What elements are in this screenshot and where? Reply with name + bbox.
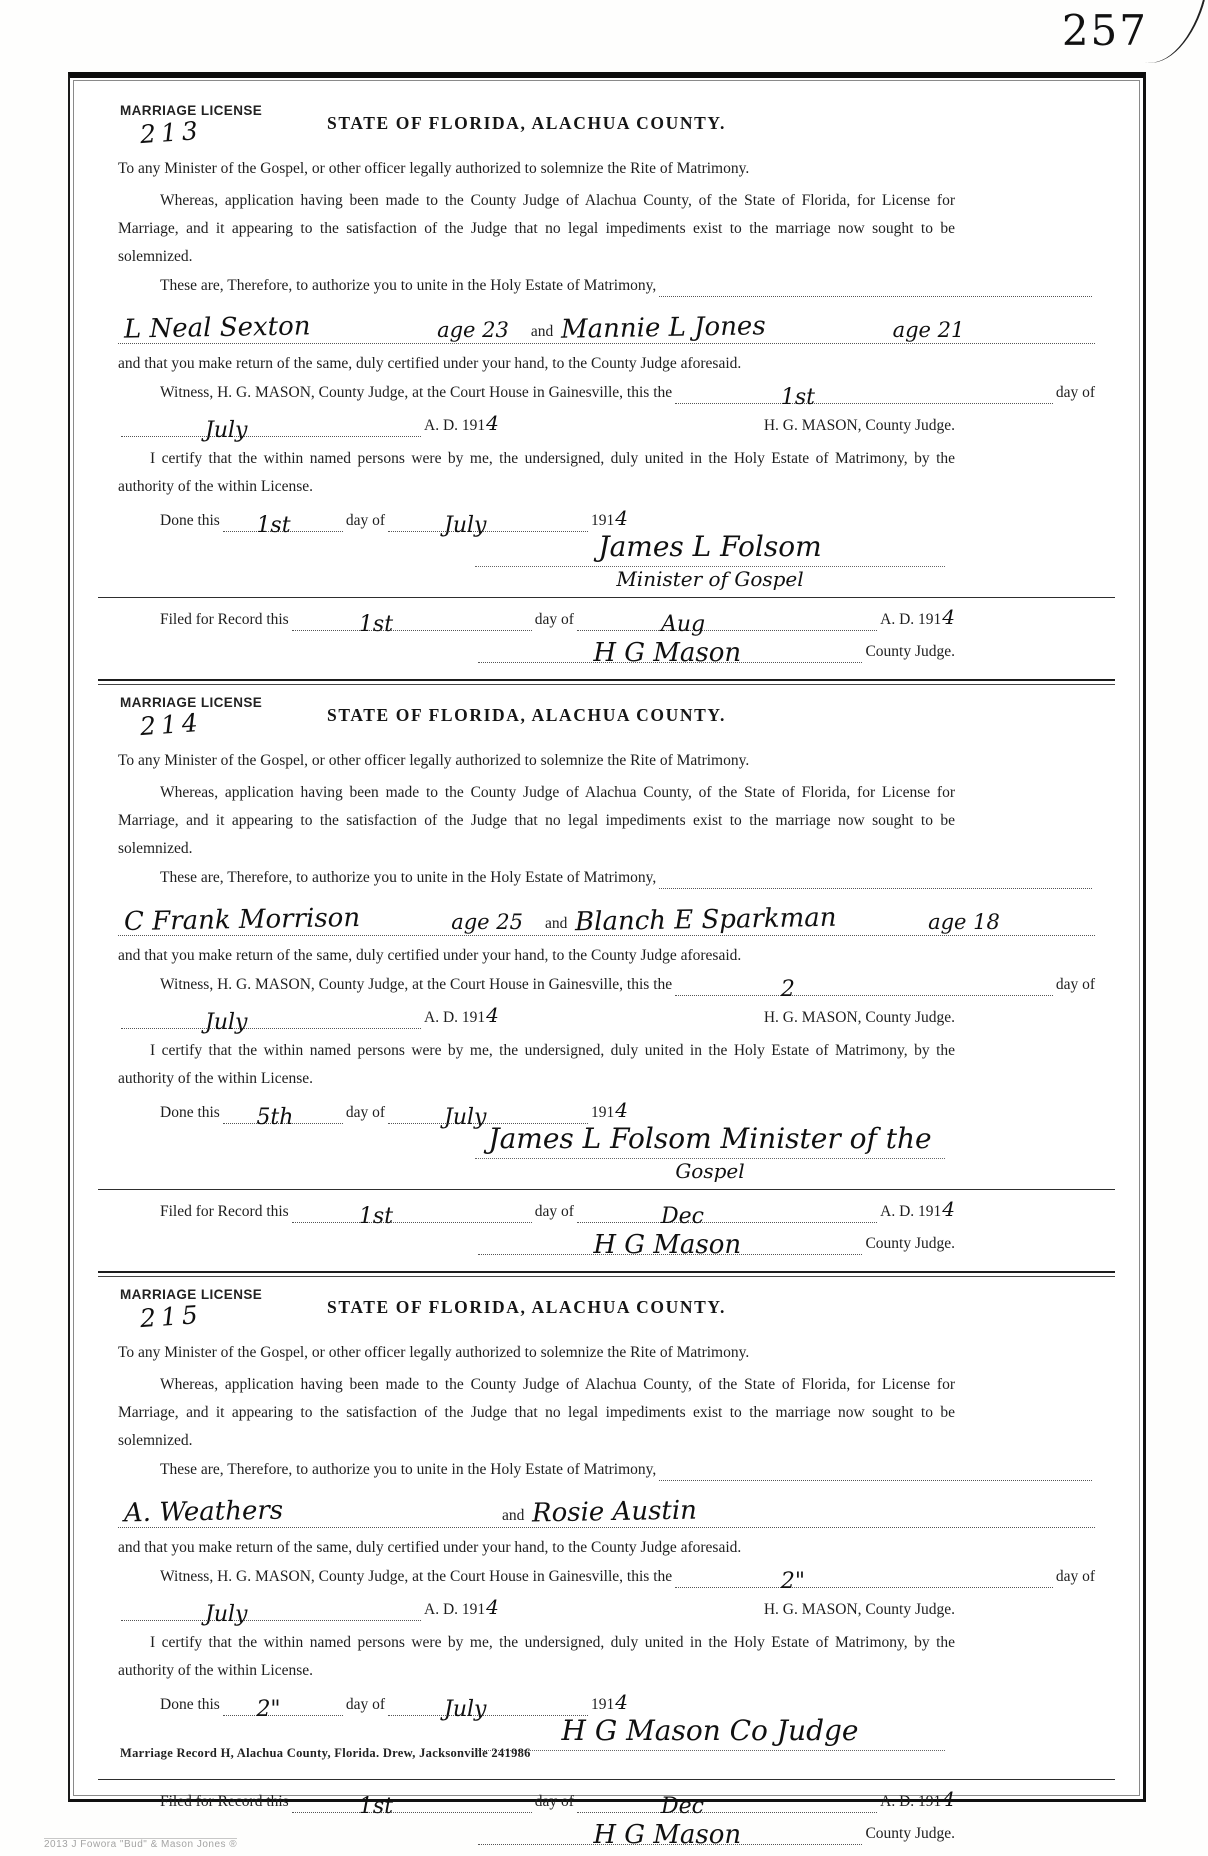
dotted-leader: [478, 1230, 862, 1260]
done-this-label: Done this: [160, 1104, 220, 1121]
groom-age-handwriting: age 23: [437, 318, 509, 342]
section-heading: STATE OF FLORIDA, ALACHUA COUNTY.: [327, 705, 726, 725]
filed-year-digit-handwriting: 4: [942, 605, 955, 629]
officiant-signature-handwriting: James L Folsom Minister of the: [488, 1122, 932, 1155]
license-number-handwriting: 213: [139, 115, 204, 150]
filed-rule: [98, 597, 1115, 598]
dotted-leader: [121, 1602, 421, 1627]
certify-paragraph: I certify that the within named persons were by me, the undersigned, duly united in the Holy Estate of Matrimony, by the authority of the within License.: [118, 1634, 955, 1679]
marriage-license-label: MARRIAGE LICENSE: [120, 695, 263, 710]
marriage-license-label: MARRIAGE LICENSE: [120, 1287, 263, 1302]
edge-watermark: 2013 J Fowora "Bud" & Mason Jones ®: [44, 1839, 238, 1850]
filed-month-handwriting: Aug: [660, 612, 706, 637]
done-day-handwriting: 1st: [256, 513, 291, 538]
filed-for-record-label: Filed for Record this: [160, 1793, 289, 1810]
groom-age-handwriting: age 25: [451, 910, 524, 934]
witness-day-handwriting: 1st: [780, 385, 816, 410]
license-section-215: [118, 1277, 1095, 1849]
certify-paragraph: I certify that the within named persons were by me, the undersigned, duly united in the Holy Estate of Matrimony, by the authority of the within License.: [118, 1042, 955, 1087]
license-number-handwriting: 215: [139, 1299, 204, 1334]
names-row: [118, 1487, 1095, 1528]
dotted-leader: [577, 1794, 877, 1819]
dotted-leader: [223, 1697, 343, 1722]
filed-month-handwriting: Dec: [660, 1204, 704, 1229]
day-of-label: day of: [1055, 1568, 1095, 1585]
names-row: [118, 895, 1095, 936]
officiant-signature-handwriting: James L Folsom: [598, 530, 822, 563]
bride-age-handwriting: age 21: [892, 318, 965, 342]
officiant-signature-handwriting: H G Mason Co Judge: [561, 1714, 859, 1747]
year-label: 191: [591, 1696, 615, 1713]
done-day-handwriting: 5th: [256, 1105, 294, 1130]
filed-day-handwriting: 1st: [358, 1794, 394, 1819]
done-this-label: Done this: [160, 512, 220, 529]
groom-name-handwriting: A. Weathers: [123, 1495, 284, 1529]
filed-for-record-label: Filed for Record this: [160, 611, 289, 628]
dotted-leader: [577, 612, 877, 637]
filed-rule: [98, 1779, 1115, 1780]
dotted-leader: [292, 1794, 532, 1819]
authorize-line: These are, Therefore, to authorize you to unite in the Holy Estate of Matrimony,: [160, 869, 657, 886]
county-judge-label: County Judge.: [865, 1235, 955, 1252]
dotted-leader: [121, 418, 421, 443]
officiant-signature-block: [475, 1716, 945, 1773]
dotted-leader: [659, 1478, 1092, 1481]
done-year-digit-handwriting: 4: [615, 1098, 628, 1122]
done-month-handwriting: July: [444, 1697, 487, 1722]
day-of-label: day of: [345, 512, 386, 529]
whereas-paragraph: Whereas, application having been made to the County Judge of Alachua County, of the State of Florida, for License for Marriage, and it appearing to the satisfaction of the Judge that no legal impediments exist to the marriage now sought to be solemnized.: [118, 1376, 955, 1449]
dotted-leader: [659, 294, 1092, 297]
dotted-leader: [292, 612, 532, 637]
dotted-leader: [675, 1569, 1053, 1594]
clerk-signature-row: [475, 1229, 955, 1259]
year-label: 191: [591, 512, 615, 529]
done-month-handwriting: July: [444, 513, 487, 538]
day-of-label: day of: [534, 1793, 574, 1810]
return-line: and that you make return of the same, duly certified under your hand, to the County Judge aforesaid.: [118, 1539, 742, 1556]
witness-month-handwriting: July: [205, 418, 248, 443]
dotted-leader: [121, 1010, 421, 1035]
day-of-label: day of: [534, 1203, 574, 1220]
officiant-signature-block: [475, 1124, 945, 1183]
license-section-213: [118, 93, 1095, 667]
done-month-handwriting: July: [444, 1105, 487, 1130]
whereas-paragraph: Whereas, application having been made to the County Judge of Alachua County, of the State of Florida, for License for Marriage, and it appearing to the satisfaction of the Judge that no legal impediments exist to the marriage now sought to be solemnized.: [118, 192, 955, 265]
scan-artifact-corner-curve: [1140, 0, 1207, 73]
whereas-paragraph: Whereas, application having been made to the County Judge of Alachua County, of the State of Florida, for License for Marriage, and it appearing to the satisfaction of the Judge that no legal impediments exist to the marriage now sought to be solemnized.: [118, 784, 955, 857]
clerk-signature-row: [475, 637, 955, 667]
certify-paragraph: I certify that the within named persons were by me, the undersigned, duly united in the Holy Estate of Matrimony, by the authority of the within License.: [118, 450, 955, 495]
officiant-title-handwriting: Minister of Gospel: [616, 567, 804, 591]
return-line: and that you make return of the same, duly certified under your hand, to the County Judge aforesaid.: [118, 947, 742, 964]
county-judge-label: County Judge.: [865, 643, 955, 660]
witness-month-handwriting: July: [205, 1602, 248, 1627]
authorize-line: These are, Therefore, to authorize you to unite in the Holy Estate of Matrimony,: [160, 277, 657, 294]
and-label: and: [502, 1507, 525, 1524]
witness-year-digit-handwriting: 4: [486, 1003, 499, 1027]
return-line: and that you make return of the same, duly certified under your hand, to the County Judge aforesaid.: [118, 355, 742, 372]
clerk-signature-row: [475, 1819, 955, 1849]
ad-year-label: A. D. 191: [424, 1009, 486, 1026]
county-judge-label: County Judge.: [865, 1825, 955, 1842]
dotted-leader: [659, 886, 1092, 889]
license-section-214: [118, 685, 1095, 1259]
dotted-leader: [675, 385, 1053, 410]
dotted-leader: [478, 1820, 862, 1850]
ad-year-label: A. D. 191: [880, 611, 942, 628]
ad-year-label: A. D. 191: [424, 1601, 486, 1618]
filed-month-handwriting: Dec: [660, 1794, 704, 1819]
bride-name-handwriting: Blanch E Sparkman: [575, 902, 838, 938]
names-row: [118, 303, 1095, 344]
done-day-handwriting: 2": [256, 1697, 281, 1722]
day-of-label: day of: [345, 1104, 386, 1121]
to-minister-line: To any Minister of the Gospel, or other officer legally authorized to solemnize the Rite of Matrimony.: [118, 160, 750, 177]
done-this-label: Done this: [160, 1696, 220, 1713]
groom-name-handwriting: L Neal Sexton: [123, 311, 311, 345]
and-label: and: [530, 323, 554, 340]
day-of-label: day of: [1055, 976, 1095, 993]
bride-age-handwriting: age 18: [928, 910, 1000, 934]
dotted-leader: [577, 1204, 877, 1229]
dotted-leader: [675, 977, 1053, 1002]
license-number-handwriting: 214: [139, 707, 204, 742]
year-label: 191: [591, 1104, 615, 1121]
ad-year-label: A. D. 191: [880, 1793, 942, 1810]
dotted-leader: [292, 1204, 532, 1229]
clerk-signature-handwriting: H G Mason: [593, 638, 742, 668]
section-heading: STATE OF FLORIDA, ALACHUA COUNTY.: [327, 113, 726, 133]
day-of-label: day of: [534, 611, 574, 628]
witness-day-handwriting: 2": [780, 1569, 806, 1594]
dotted-leader: [223, 1105, 343, 1130]
day-of-label: day of: [345, 1696, 386, 1713]
witness-line: Witness, H. G. MASON, County Judge, at the Court House in Gainesville, this the: [160, 1568, 673, 1585]
ad-year-label: A. D. 191: [880, 1203, 942, 1220]
page-number: 257: [1061, 6, 1148, 55]
bride-name-handwriting: Mannie L Jones: [561, 311, 767, 345]
judge-name-label: H. G. MASON, County Judge.: [763, 1009, 955, 1026]
filed-day-handwriting: 1st: [358, 1204, 394, 1229]
filed-rule: [98, 1189, 1115, 1190]
witness-year-digit-handwriting: 4: [486, 1595, 499, 1619]
filed-year-digit-handwriting: 4: [942, 1787, 955, 1811]
and-label: and: [545, 915, 568, 932]
officiant-signature-block: [475, 532, 945, 591]
clerk-signature-handwriting: H G Mason: [593, 1230, 742, 1260]
filed-for-record-label: Filed for Record this: [160, 1203, 289, 1220]
to-minister-line: To any Minister of the Gospel, or other officer legally authorized to solemnize the Rite of Matrimony.: [118, 1344, 750, 1361]
clerk-signature-handwriting: H G Mason: [593, 1820, 742, 1850]
filed-day-handwriting: 1st: [358, 612, 394, 637]
done-year-digit-handwriting: 4: [615, 1690, 628, 1714]
dotted-leader: [478, 638, 862, 668]
witness-line: Witness, H. G. MASON, County Judge, at the Court House in Gainesville, this the: [160, 976, 673, 993]
day-of-label: day of: [1055, 384, 1095, 401]
witness-day-handwriting: 2: [780, 977, 795, 1002]
to-minister-line: To any Minister of the Gospel, or other officer legally authorized to solemnize the Rite of Matrimony.: [118, 752, 750, 769]
judge-name-label: H. G. MASON, County Judge.: [763, 1601, 955, 1618]
marriage-license-label: MARRIAGE LICENSE: [120, 103, 263, 118]
footer-imprint: Marriage Record H, Alachua County, Florida. Drew, Jacksonville 241986: [120, 1746, 531, 1760]
authorize-line: These are, Therefore, to authorize you to unite in the Holy Estate of Matrimony,: [160, 1461, 657, 1478]
section-heading: STATE OF FLORIDA, ALACHUA COUNTY.: [327, 1297, 726, 1317]
witness-month-handwriting: July: [205, 1010, 248, 1035]
dotted-leader: [223, 513, 343, 538]
bride-name-handwriting: Rosie Austin: [532, 1495, 698, 1529]
filed-year-digit-handwriting: 4: [942, 1197, 955, 1221]
officiant-title-handwriting: Gospel: [675, 1159, 745, 1183]
done-year-digit-handwriting: 4: [615, 506, 628, 530]
witness-year-digit-handwriting: 4: [486, 411, 499, 435]
judge-name-label: H. G. MASON, County Judge.: [763, 417, 955, 434]
witness-line: Witness, H. G. MASON, County Judge, at the Court House in Gainesville, this the: [160, 384, 673, 401]
ad-year-label: A. D. 191: [424, 417, 486, 434]
groom-name-handwriting: C Frank Morrison: [123, 902, 361, 938]
